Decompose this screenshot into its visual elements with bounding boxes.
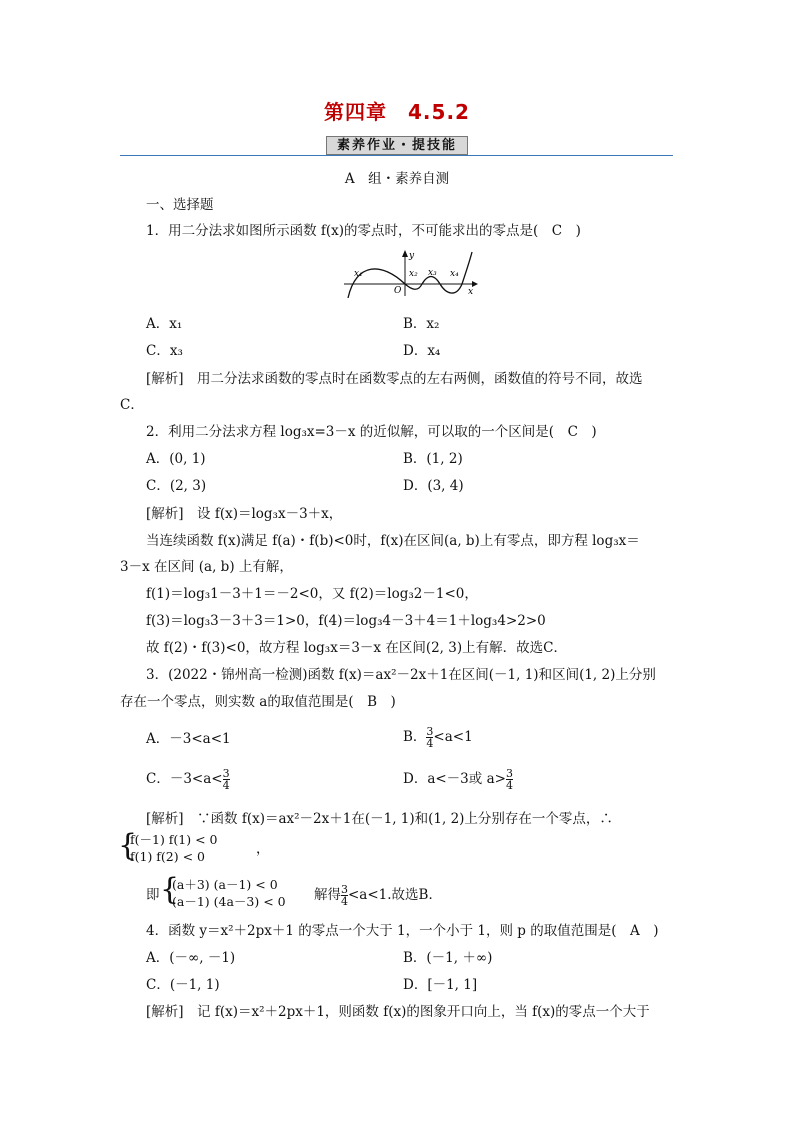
q2-option-b: B．(1, 2) <box>403 451 463 467</box>
header-divider <box>120 155 673 156</box>
q3-option-a: A．－3<a<1 <box>146 731 231 747</box>
q2-option-d: D．(3, 4) <box>403 478 464 494</box>
label-x2: x₂ <box>409 269 418 279</box>
q4-analysis-line-1: [解析] 记 f(x)＝x²＋2px＋1，则函数 f(x)的图象开口向上，当 f(x)的零点一个大于 <box>146 1004 650 1020</box>
q2-analysis-line-3: 3－x 在区间 (a, b) 上有解， <box>120 559 293 575</box>
q1-option-b: B．x₂ <box>403 316 440 332</box>
q3-option-b <box>403 722 473 752</box>
q4-option-a: A．(－∞, －1) <box>146 950 236 966</box>
q2-option-c: C．(2, 3) <box>146 478 207 494</box>
q2-analysis-line-6: 故 f(2)・f(3)<0，故方程 log₃x＝3－x 在区间(2, 3)上有解．故选C． <box>146 640 567 656</box>
system-brace-1: { <box>118 828 138 863</box>
q1-analysis-line-2: C． <box>120 397 144 413</box>
page-title: 第四章 4.5.2 <box>324 100 470 124</box>
q3-option-d-prefix: D．a<－3或 a> <box>403 771 506 787</box>
label-x4: x₄ <box>450 269 459 279</box>
q4-option-c: C．(－1, 1) <box>146 977 220 993</box>
denominator: 4 <box>426 737 434 750</box>
q3-option-b-suffix: <a<1 <box>433 729 473 745</box>
section-banner: 素养作业・提技能 <box>326 136 468 155</box>
label-x1: x₁ <box>354 269 363 279</box>
numerator: 3 <box>426 725 434 738</box>
q3-system-1-line-1: f(－1) f(1) < 0 <box>130 832 218 847</box>
q2-option-a: A．(0, 1) <box>146 451 206 467</box>
system-brace-2: { <box>160 872 180 907</box>
q3-solve-suffix: <a<1.故选B． <box>348 887 442 903</box>
q2-stem: 2．利用二分法求方程 log₃x=3－x 的近似解，可以取的一个区间是( C ) <box>146 424 597 440</box>
q3-option-d-fraction <box>506 768 513 791</box>
q3-analysis-conclusion <box>314 880 442 910</box>
q2-analysis-line-1: [解析] 设 f(x)＝log₃x－3＋x， <box>146 506 343 522</box>
q3-system-1-line-2: f(1) f(2) < 0 <box>130 849 206 864</box>
q2-analysis-line-2: 当连续函数 f(x)满足 f(a)・f(b)<0时，f(x)在区间(a, b)上有零点，即方程 log₃x＝ <box>146 533 640 549</box>
q3-solve-fraction <box>341 884 348 907</box>
q3-option-c <box>146 764 230 794</box>
q3-system-1-tail: ， <box>256 841 270 857</box>
denominator: 4 <box>505 779 513 792</box>
q3-option-c-fraction <box>223 768 230 791</box>
q1-option-c: C．x₃ <box>146 343 183 359</box>
q3-system-2-line-2: (a－1) (4a－3) < 0 <box>172 894 286 909</box>
denominator: 4 <box>341 895 348 908</box>
numerator: 3 <box>222 767 230 780</box>
q3-analysis-prefix: 即 <box>146 887 160 903</box>
q4-option-d: D．[－1, 1] <box>403 977 478 993</box>
q3-system-2-line-1: (a＋3) (a－1) < 0 <box>172 877 278 892</box>
denominator: 4 <box>222 779 230 792</box>
q3-option-d <box>403 764 513 794</box>
label-origin: O <box>394 286 402 296</box>
group-heading: A 组・素养自测 <box>344 171 450 187</box>
q1-stem: 1．用二分法求如图所示函数 f(x)的零点时，不可能求出的零点是( C ) <box>146 223 581 239</box>
q3-stem-line-1: 3．(2022・锦州高一检测)函数 f(x)＝ax²－2x＋1在区间(－1, 1)和区间(1, 2)上分别 <box>146 667 656 683</box>
q3-solve-prefix: 解得 <box>314 887 341 903</box>
q4-option-b: B．(－1, ＋∞) <box>403 950 493 966</box>
q1-option-a: A．x₁ <box>146 316 183 332</box>
q3-stem-line-2: 存在一个零点，则实数 a的取值范围是( B ) <box>120 694 396 710</box>
q4-stem: 4．函数 y＝x²＋2px＋1 的零点一个大于 1，一个小于 1，则 p 的取值范围是( A ) <box>146 923 659 939</box>
q3-analysis-line-1: [解析] ∵函数 f(x)＝ax²－2x＋1在(－1, 1)和(1, 2)上分别存在一个零点，∴ <box>146 811 613 827</box>
y-axis-arrow <box>402 250 408 257</box>
label-y: y <box>409 251 415 261</box>
q1-analysis-line-1: [解析] 用二分法求函数的零点时在函数零点的左右两侧，函数值的符号不同，故选 <box>146 371 643 387</box>
q1-option-d: D．x₄ <box>403 343 441 359</box>
section-heading: 一、选择题 <box>146 197 214 213</box>
numerator: 3 <box>505 767 513 780</box>
q1-function-graph <box>342 248 478 298</box>
numerator: 3 <box>341 883 348 896</box>
q3-option-c-prefix: C．－3<a< <box>146 771 223 787</box>
q3-option-b-prefix: B． <box>403 729 427 745</box>
q2-analysis-line-5: f(3)＝log₃3－3＋3＝1>0，f(4)＝log₃4－3＋4＝1＋log₃4>2>0 <box>146 613 546 629</box>
q2-analysis-line-4: f(1)＝log₃1－3＋1＝－2<0，又 f(2)＝log₃2－1<0， <box>146 586 478 602</box>
label-x3: x₃ <box>428 268 437 278</box>
label-x: x <box>468 287 474 297</box>
